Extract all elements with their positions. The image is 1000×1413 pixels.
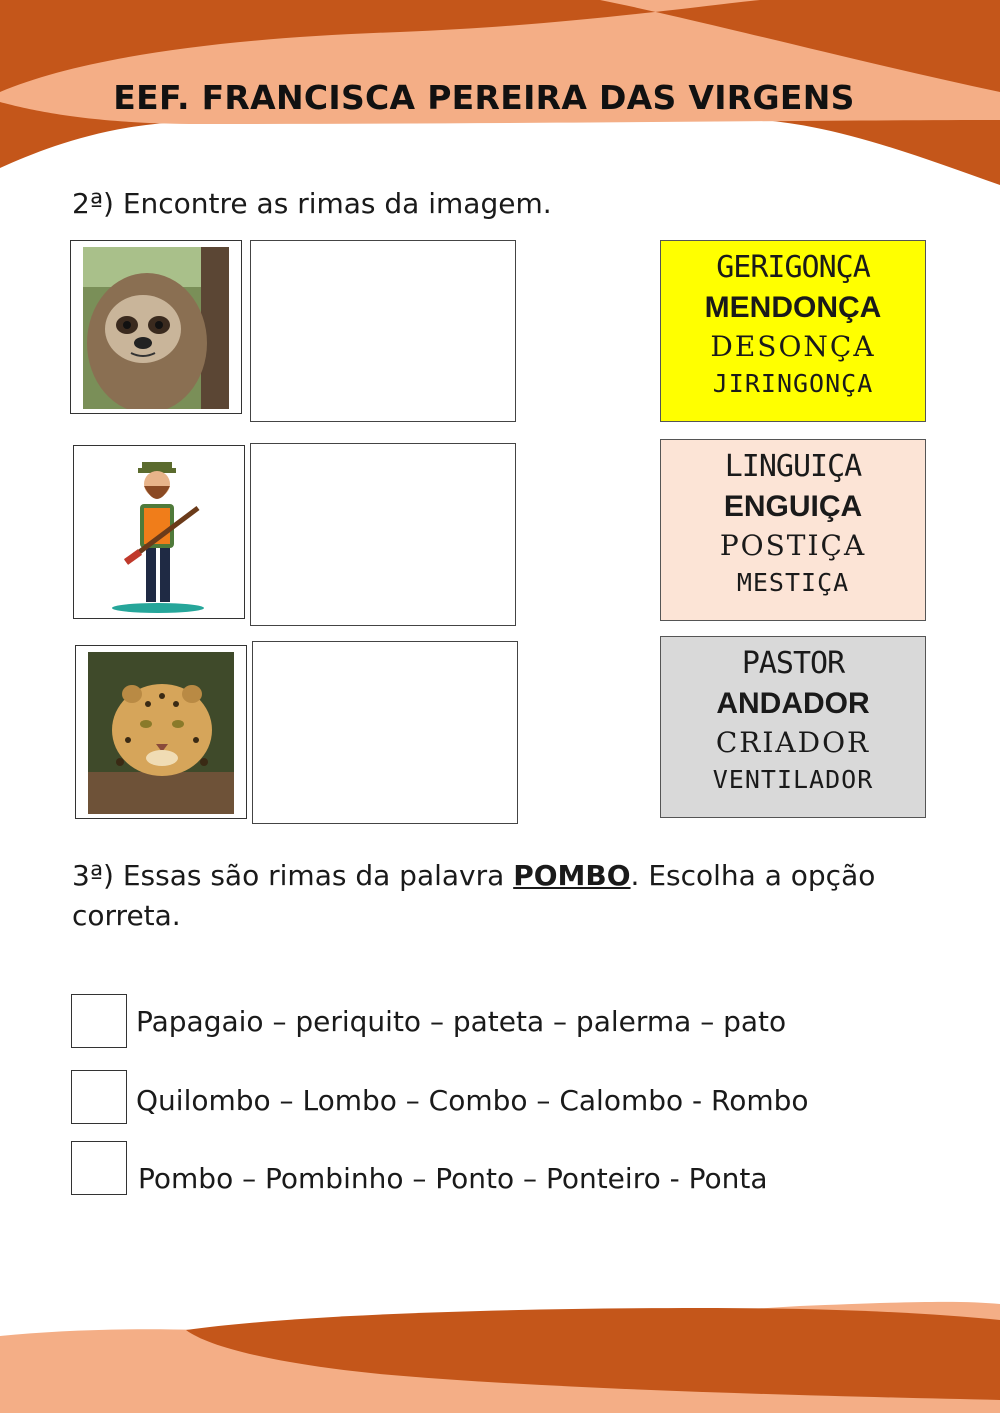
card-3-word-1: PASTOR: [741, 646, 845, 681]
rhyme-card-1: [660, 240, 926, 422]
question-3-prompt-end: . Escolha a opção correta.: [72, 859, 876, 932]
hunter-icon: [86, 452, 232, 614]
card-2-word-1: LINGUIÇA: [724, 449, 862, 484]
rhyme-card-3: [660, 636, 926, 818]
question-3-prompt: [72, 856, 932, 936]
school-title: EEF. FRANCISCA PEREIRA DAS VIRGENS: [113, 78, 855, 117]
card-2-word-3: POSTIÇA: [719, 529, 867, 562]
card-3-word-3: CRIADOR: [715, 726, 871, 759]
jaguar-photo: [75, 645, 247, 819]
rhyme-card-2: [660, 439, 926, 621]
jaguar-icon: [88, 652, 234, 814]
question-3-keyword: POMBO: [513, 859, 631, 892]
answer-box-3[interactable]: [252, 641, 518, 824]
card-1-word-3: DESONÇA: [710, 330, 876, 363]
card-3-word-4: VENTILADOR: [712, 765, 874, 794]
card-1-word-1: GERIGONÇA: [716, 250, 870, 285]
card-3-word-2: ANDADOR: [716, 687, 870, 720]
option-1-label: Papagaio – periquito – pateta – palerma – pato: [136, 1005, 787, 1038]
option-2-label: Quilombo – Lombo – Combo – Calombo - Rombo: [136, 1084, 809, 1117]
answer-box-2[interactable]: [250, 443, 516, 626]
question-3-prompt-start: 3ª) Essas são rimas da palavra: [72, 859, 514, 892]
option-3-label: Pombo – Pombinho – Ponto – Ponteiro - Ponta: [138, 1162, 768, 1195]
question-2-prompt: 2ª) Encontre as rimas da imagem.: [72, 187, 552, 220]
card-1-word-2: MENDONÇA: [704, 291, 882, 324]
sloth-photo: [70, 240, 242, 414]
card-1-word-4: JIRINGONÇA: [712, 369, 874, 398]
option-3-checkbox[interactable]: [71, 1141, 127, 1195]
card-2-word-4: MESTIÇA: [736, 568, 850, 597]
bottom-wave-decoration: [0, 1300, 1000, 1413]
option-2-checkbox[interactable]: [71, 1070, 127, 1124]
card-2-word-2: ENGUIÇA: [723, 490, 863, 523]
hunter-photo: [73, 445, 245, 619]
sloth-icon: [83, 247, 229, 409]
answer-box-1[interactable]: [250, 240, 516, 422]
option-1-checkbox[interactable]: [71, 994, 127, 1048]
